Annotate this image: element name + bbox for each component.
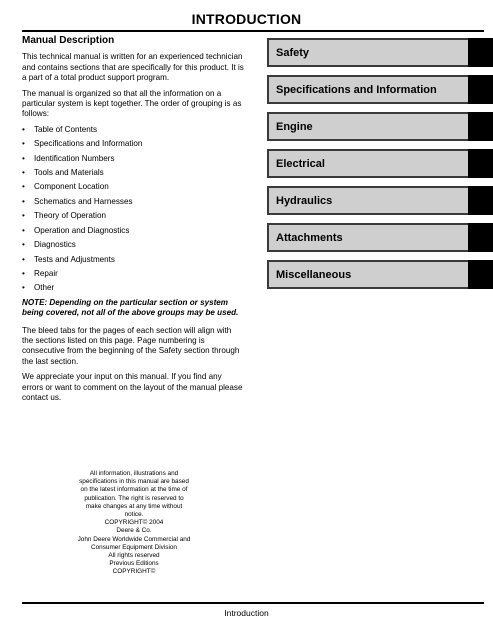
- note-text: NOTE: Depending on the particular section or system being covered, not all of the above groups may be used.: [22, 297, 239, 318]
- list-item: • Component Location: [22, 182, 109, 192]
- bullet-icon: •: [22, 182, 25, 192]
- bullet-icon: •: [22, 168, 25, 178]
- tab-electrical[interactable]: [267, 149, 493, 178]
- list-item: • Diagnostics: [22, 240, 76, 250]
- bleed-tab-marker: [468, 75, 493, 104]
- feedback-paragraph: We appreciate your input on this manual. If you find any errors or want to comment on the layout of the manual please contact us.: [22, 372, 243, 402]
- bleed-tab-marker: [468, 112, 493, 141]
- bullet-icon: •: [22, 196, 25, 206]
- list-item: • Table of Contents: [22, 124, 97, 134]
- bleed-tab-marker: [468, 186, 493, 215]
- tab-label: Hydraulics: [276, 195, 333, 207]
- bleed-tab-marker: [468, 149, 493, 178]
- tab-hydraulics[interactable]: [267, 186, 493, 215]
- bullet-icon: •: [22, 268, 25, 278]
- tab-engine[interactable]: [267, 112, 493, 141]
- list-item: • Operation and Diagnostics: [22, 225, 130, 235]
- list-item: • Tools and Materials: [22, 168, 104, 178]
- bleed-tab-marker: [468, 38, 493, 67]
- bullet-icon: •: [22, 124, 25, 134]
- tab-label: Miscellaneous: [276, 269, 352, 281]
- tab-specifications-and-information[interactable]: [267, 75, 493, 104]
- manual-description-column: [22, 36, 244, 408]
- tab-label: Engine: [276, 121, 313, 133]
- bleed-tabs-paragraph: The bleed tabs for the pages of each section will align with the sections listed on this page. Page numbering is consecutive from the beginning of the Safety section through the last section.: [22, 325, 240, 366]
- organization-paragraph: The manual is organized so that all the information on a particular system is kept together. The order of grouping is as follows:: [22, 88, 242, 119]
- bleed-tab-marker: [468, 223, 493, 252]
- section-heading: Manual Description: [22, 35, 115, 46]
- tab-miscellaneous[interactable]: [267, 260, 493, 289]
- list-item: • Specifications and Information: [22, 139, 143, 149]
- bullet-icon: •: [22, 153, 25, 163]
- list-item: • Repair: [22, 268, 58, 278]
- list-item: • Tests and Adjustments: [22, 254, 115, 264]
- bullet-icon: •: [22, 139, 25, 149]
- footer-section-name: Introduction: [224, 608, 269, 618]
- section-tabs: [267, 38, 493, 297]
- bullet-icon: •: [22, 211, 25, 221]
- page-title: INTRODUCTION: [191, 11, 302, 27]
- copyright-notice: All information, illustrations and specifications in this manual are based on the latest information at the time of publication. The right is reserved to make changes at any time without notice. COPYRIGHT© 2004 Deere & Co. John Deere Worldwide Commercial and Consumer Equipment Division All rights reserved Previous Editions COPYRIGHT©: [77, 470, 191, 576]
- bleed-tab-marker: [468, 260, 493, 289]
- tab-safety[interactable]: [267, 38, 493, 67]
- tab-label: Electrical: [276, 158, 325, 170]
- list-item: • Identification Numbers: [22, 153, 115, 163]
- bullet-icon: •: [22, 225, 25, 235]
- bullet-icon: •: [22, 254, 25, 264]
- list-item: • Theory of Operation: [22, 211, 106, 221]
- tab-label: Attachments: [276, 232, 343, 244]
- tab-label: Safety: [276, 47, 310, 59]
- intro-paragraph: This technical manual is written for an experienced technician and contains sections that are specifically for this product. It is a part of a total product support program.: [22, 52, 244, 83]
- footer-divider: [22, 602, 484, 604]
- bullet-icon: •: [22, 240, 25, 250]
- tab-attachments[interactable]: [267, 223, 493, 252]
- bullet-icon: •: [22, 283, 25, 293]
- tab-label: Specifications and Information: [276, 84, 437, 96]
- title-divider: [22, 30, 484, 32]
- list-item: • Schematics and Harnesses: [22, 196, 133, 206]
- list-item: • Other: [22, 283, 55, 293]
- grouping-list: [22, 125, 244, 294]
